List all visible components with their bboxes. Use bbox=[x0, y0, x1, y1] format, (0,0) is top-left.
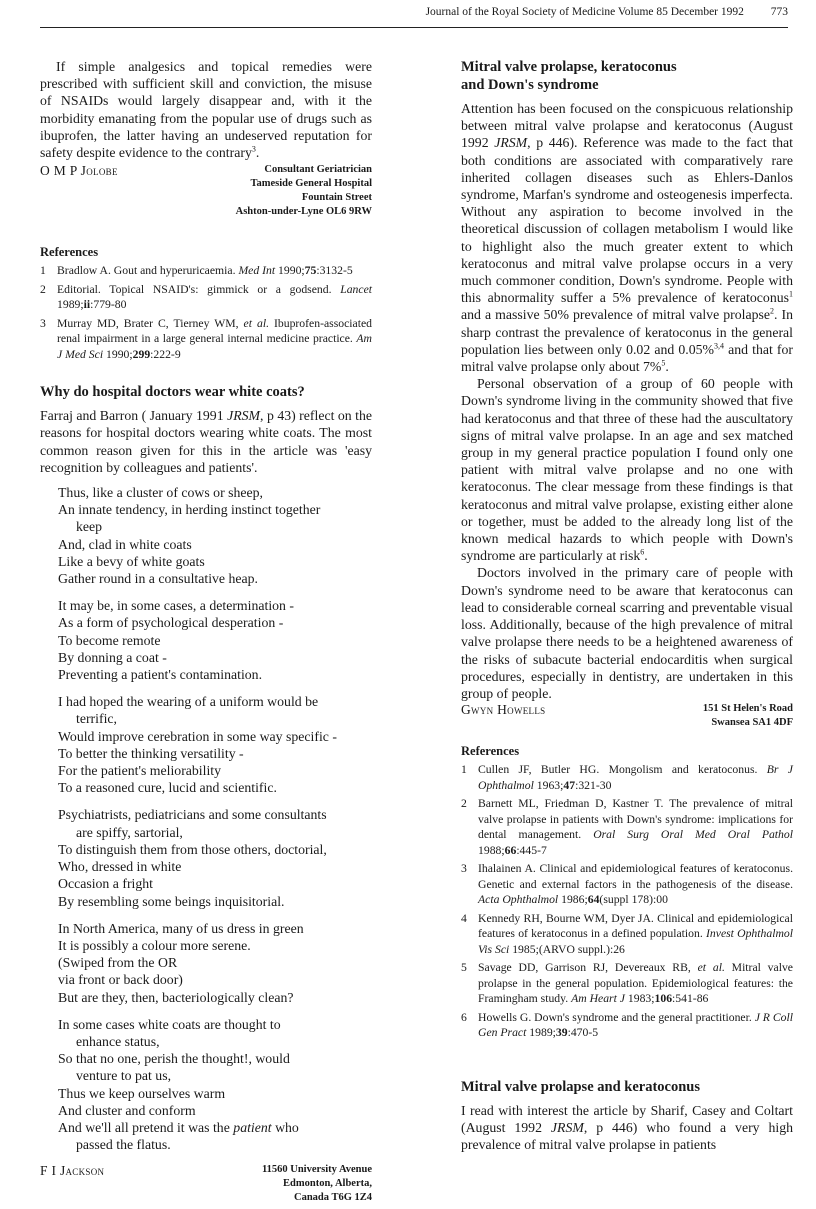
poem-stanza: Thus, like a cluster of cows or sheep, An innate tendency, in herding instinct together keep And, clad in white coats Like a bevy of white goats Gather round in a consultative heap. bbox=[58, 485, 321, 587]
reference-list bbox=[461, 762, 793, 1041]
reference-item: 2 Barnett ML, Friedman D, Kastner T. The prevalence of mitral valve prolapse in patients with Down's syndrome: implications for dental management. Oral Surg Oral Med Oral Pathol 1988;66:445-7 bbox=[461, 797, 793, 857]
article-paragraph: Farraj and Barron ( January 1991 JRSM, p 43) reflect on the reasons for hospital doctors wearing white coats. The most common reason given for this in the article was 'easy recognition by colleagues and patients'. bbox=[40, 408, 372, 475]
poem-stanza: In some cases white coats are thought to enhance status, So that no one, perish the thought!, would venture to pat us, Thus we keep ourselves warm And cluster and conform And we'll all pretend it was the patient who passed the flatus. bbox=[58, 1016, 299, 1153]
article-paragraph: Personal observation of a group of 60 people with Down's syndrome living in the community showed that five had keratoconus and that three of these had the auscultatory signs of mitral valve prolapse. In an age and sex matched group in my general practice population I found only one patient with mitral valve prolapse and no one with keratoconus. The clear message from these findings is that keratoconus and mitral valve prolapse, existing either alone or together, must be added to the already long list of the known medical hazards to which people with Down's syndrome are particularly at risk$^6$. bbox=[461, 376, 793, 564]
reference-item: 5 Savage DD, Garrison RJ, Devereaux RB, et al. Mitral valve prolapse in the general population. Epidemiological features: the Framingham study. Am Heart J 1983;106:541-86 bbox=[461, 961, 793, 1006]
references-heading: References bbox=[40, 245, 99, 260]
reference-item: 3 Ihalainen A. Clinical and epidemiological features of keratoconus. Genetic and external factors in the pathogenesis of the disease. Acta Ophthalmol 1986;64(suppl 178):00 bbox=[461, 862, 793, 907]
author-address: 151 St Helen's Road Swansea SA1 4DF bbox=[702, 703, 793, 729]
page-number: 773 bbox=[770, 6, 788, 18]
references-heading: References bbox=[461, 744, 520, 759]
right-column bbox=[461, 58, 793, 1153]
reference-item: 3 Murray MD, Brater C, Tierney WM, et al. Ibuprofen-associated renal impairment in a large general internal medicine practice. Am J Med Sci 1990;299:222-9 bbox=[40, 316, 372, 361]
article-title-white-coats: Why do hospital doctors wear white coats? bbox=[40, 384, 305, 401]
author-name: O M P Jolobe bbox=[40, 163, 118, 179]
poem-stanza: It may be, in some cases, a determination - As a form of psychological desperation - To become remote By donning a coat - Preventing a patient's contamination. bbox=[58, 598, 295, 683]
reference-item: 1 Cullen JF, Butler HG. Mongolism and keratoconus. Br J Ophthalmol 1963;47:321-30 bbox=[461, 763, 793, 792]
left-column bbox=[40, 58, 372, 1209]
journal-title: Journal of the Royal Society of Medicine Volume 85 December 1992 bbox=[425, 6, 744, 18]
reference-list bbox=[40, 263, 372, 362]
article-paragraph: Doctors involved in the primary care of people with Down's syndrome need to be aware that keratoconus can lead to considerable corneal scarring and preventable visual loss. Additionally, because of the high prevalence of mitral valve prolapse there needs to be a heightened awareness of the risks of subacute bacterial endocarditis when surgical procedures, especially in dentistry, are undertaken in this group of people. bbox=[461, 565, 793, 701]
poem bbox=[40, 484, 372, 1153]
reference-item: 1 Bradlow A. Gout and hyperuricaemia. Med Int 1990;75:3132-5 bbox=[40, 264, 353, 278]
running-header bbox=[40, 6, 788, 28]
article-paragraph: I read with interest the article by Sharif, Casey and Coltart (August 1992 JRSM, p 446) who found a very high prevalence of mitral valve prolapse in patients bbox=[461, 1102, 793, 1153]
author-signature-jackson bbox=[40, 1163, 372, 1209]
author-address: Consultant Geriatrician Tameside General Hospital Fountain Street Ashton-under-Lyne OL6 9RW bbox=[235, 164, 372, 218]
article-paragraph: Attention has been focused on the conspicuous relationship between mitral valve prolapse and keratoconus (August 1992 JRSM, p 446). Reference was made to the fact that both conditions are associated with comparatively rare inherited collagen diseases such as Ehlers-Danlos syndrome, Marfan's syndrome and osteogenesis imperfecta. Without any aspiration to become involved in the theoretical discussion of collagen metabolism I would like to highlight also the much greater extent to which keratoconus and mitral valve prolapse occurs in a very much commoner condition, Down's syndrome. People with this abnormality suffer a 5% prevalence of keratoconus$^1$ and a massive 50% prevalence of mitral valve prolapse$^2$. In sharp contrast the prevalence of keratoconus in the general population lies between only 0.02 and 0.05%$^{3,4}$ and that for mitral valve prolapse only about 7%$^5$. bbox=[461, 101, 793, 375]
author-name: Gwyn Howells bbox=[461, 702, 546, 718]
intro-paragraph: If simple analgesics and topical remedies were prescribed with sufficient skill and conviction, the misuse of NSAIDs would largely disappear and, with it the morbidity emanating from the popular use of drugs such as ibuprofen, the latter having an undeserved reputation for safety despite evidence to the contrary$^3$. bbox=[40, 59, 372, 161]
author-signature-jolobe bbox=[40, 163, 372, 231]
author-signature-howells bbox=[461, 702, 793, 744]
reference-item: 4 Kennedy RH, Bourne WM, Dyer JA. Clinical and epidemiological features of keratoconus in a defined population. Invest Ophthalmol Vis Sci 1985;(ARVO suppl.):26 bbox=[461, 911, 793, 956]
reference-item: 6 Howells G. Down's syndrome and the general practitioner. J R Coll Gen Pract 1989;39:470-5 bbox=[461, 1010, 794, 1040]
reference-item: 2 Editorial. Topical NSAID's: gimmick or a godsend. Lancet 1989;ii:779-80 bbox=[40, 282, 372, 312]
poem-stanza: Psychiatrists, pediatricians and some consultants are spiffy, sartorial, To distinguish them from those others, doctorial, Who, dressed in white Occasion a fright By resembling some beings inquisitorial. bbox=[58, 807, 327, 909]
poem-stanza: In North America, many of us dress in green It is possibly a colour more serene. (Swiped from the OR via front or back door) But are they, then, bacteriologically clean? bbox=[58, 920, 304, 1005]
article-title-mvp-downs: Mitral valve prolapse, keratoconus and Down's syndrome bbox=[461, 59, 677, 93]
article-title-mvp-keratoconus: Mitral valve prolapse and keratoconus bbox=[461, 1078, 700, 1095]
poem-stanza: I had hoped the wearing of a uniform would be terrific, Would improve cerebration in some way specific - To better the thinking versatility - For the patient's meliorability To a reasoned cure, lucid and scientific. bbox=[58, 694, 337, 796]
author-name: F I Jackson bbox=[40, 1163, 105, 1179]
author-address: 11560 University Avenue Edmonton, Alberta, Canada T6G 1Z4 bbox=[261, 1164, 372, 1204]
